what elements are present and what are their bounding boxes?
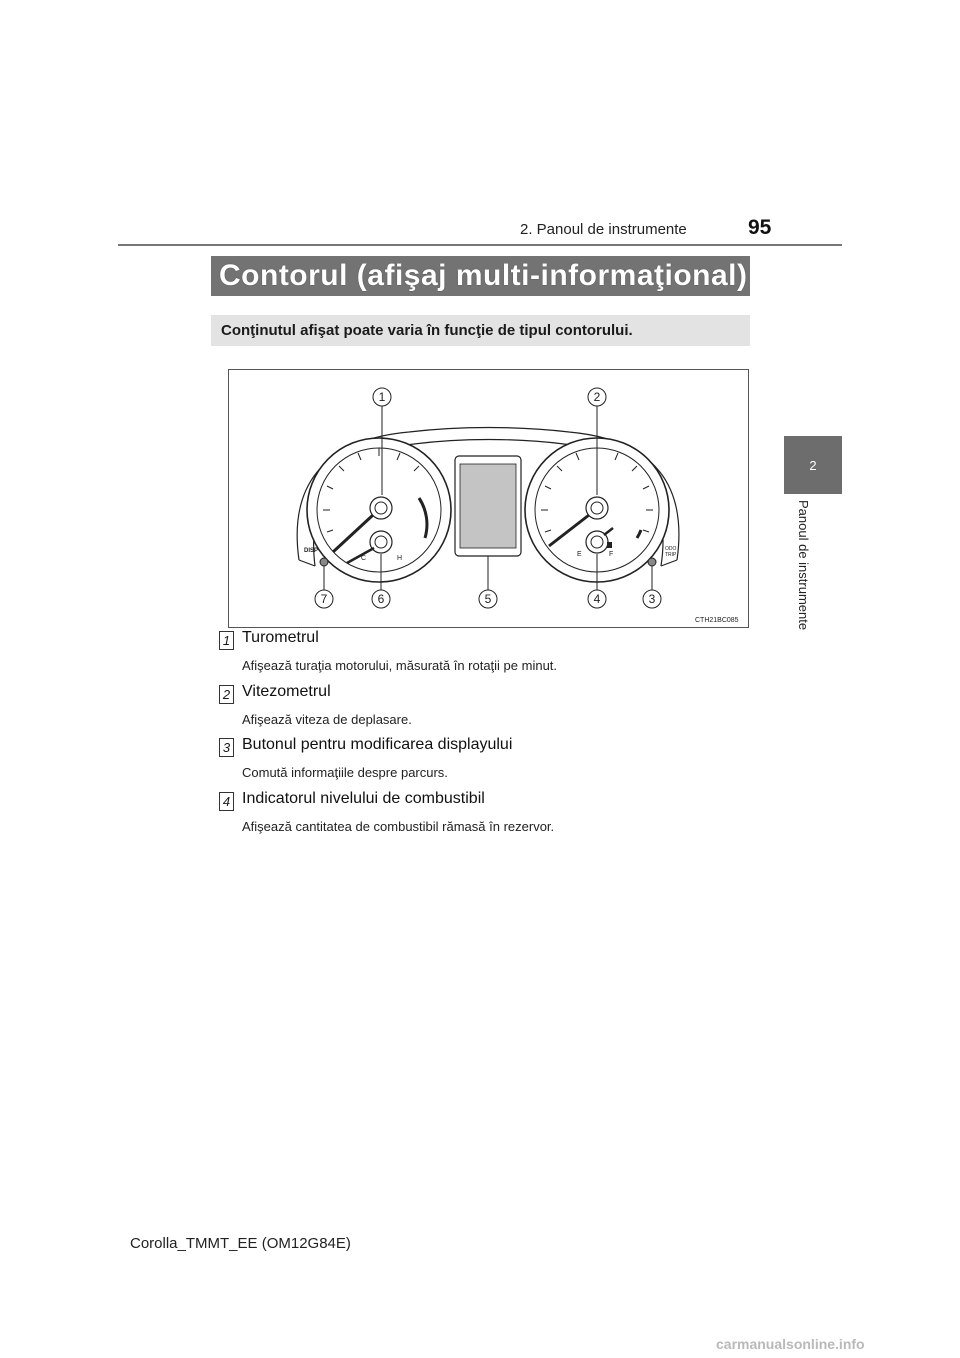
page-title: Contorul (afişaj multi-informaţional) bbox=[211, 256, 750, 296]
item-title: Indicatorul nivelului de combustibil bbox=[242, 790, 485, 807]
multi-information-display bbox=[455, 456, 521, 556]
fuel-empty-mark: E bbox=[577, 551, 582, 558]
item-number-badge: 4 bbox=[219, 792, 234, 811]
chapter-tab-label: Panoul de instrumente bbox=[796, 500, 811, 631]
callout-4: 4 bbox=[593, 592, 601, 606]
intro-note: Conţinutul afişat poate varia în funcţie de tipul contorului. bbox=[211, 315, 750, 346]
item-description: Afişează viteza de deplasare. bbox=[242, 712, 412, 727]
chapter-tab: 2 bbox=[784, 436, 842, 494]
callout-3: 3 bbox=[648, 592, 656, 606]
header-section-title: 2. Panoul de instrumente bbox=[520, 221, 687, 238]
document-footer: Corolla_TMMT_EE (OM12G84E) bbox=[130, 1235, 351, 1252]
disp-button-label: DISP bbox=[304, 548, 319, 554]
figure-code: CTH21BC085 bbox=[695, 617, 739, 624]
temp-cold-mark: C bbox=[361, 555, 367, 562]
tachometer-gauge bbox=[307, 438, 451, 582]
item-number-badge: 2 bbox=[219, 685, 234, 704]
item-description: Comută informaţiile despre parcurs. bbox=[242, 765, 448, 780]
item-description: Afişează cantitatea de combustibil rămasă în rezervor. bbox=[242, 819, 555, 834]
callout-6: 6 bbox=[377, 592, 385, 606]
item-title: Turometrul bbox=[242, 629, 319, 646]
watermark: carmanualsonline.info bbox=[716, 1336, 865, 1352]
page-number: 95 bbox=[748, 216, 772, 239]
callout-2: 2 bbox=[593, 390, 601, 404]
fuel-full-mark: F bbox=[609, 551, 614, 558]
item-number-badge: 1 bbox=[219, 631, 234, 650]
trip-label: TRIP bbox=[665, 552, 677, 558]
odo-label: ODO bbox=[665, 546, 677, 552]
callout-5: 5 bbox=[484, 592, 492, 606]
instrument-cluster-illustration bbox=[229, 370, 748, 627]
callout-7: 7 bbox=[320, 592, 328, 606]
item-title: Vitezometrul bbox=[242, 683, 331, 700]
temp-hot-mark: H bbox=[397, 555, 403, 562]
header-divider bbox=[118, 244, 842, 246]
item-title: Butonul pentru modificarea displayului bbox=[242, 736, 513, 753]
instrument-cluster-figure bbox=[228, 369, 749, 628]
item-description: Afişează turaţia motorului, măsurată în rotaţii pe minut. bbox=[242, 658, 558, 673]
fuel-pump-icon bbox=[607, 542, 612, 548]
item-number-badge: 3 bbox=[219, 738, 234, 757]
callout-1: 1 bbox=[378, 390, 386, 404]
